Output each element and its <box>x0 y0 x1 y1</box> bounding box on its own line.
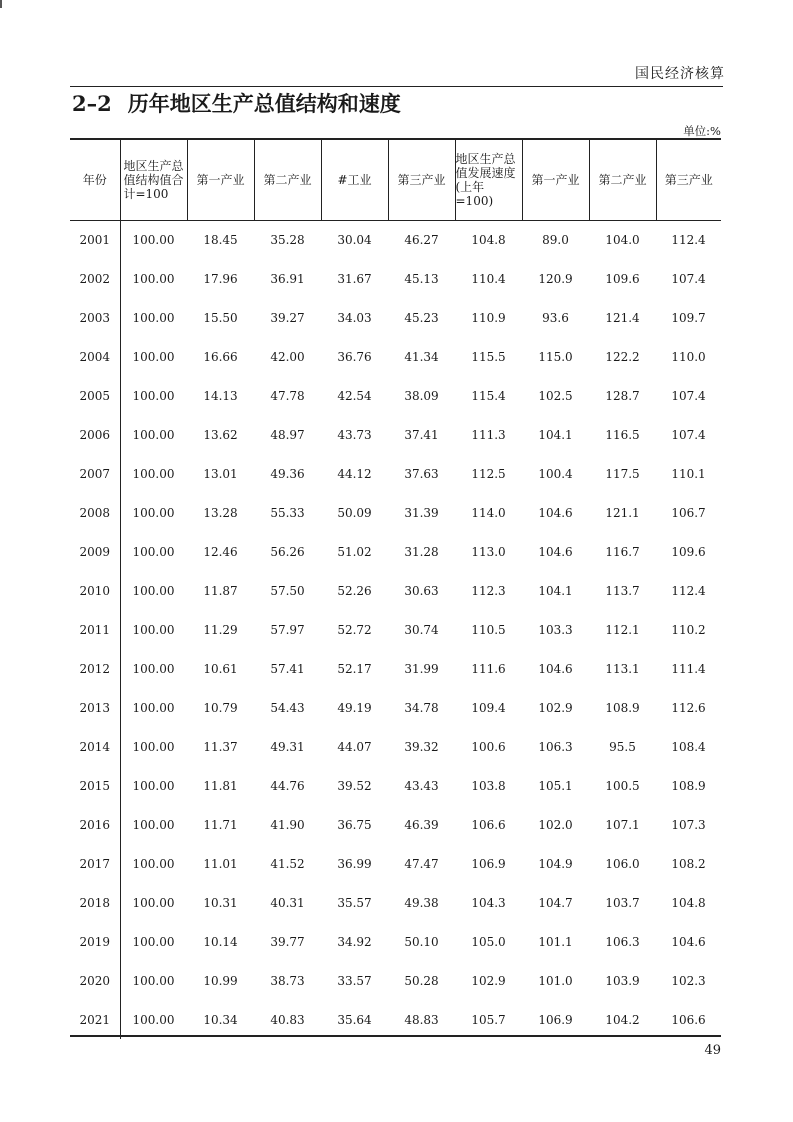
table-row <box>70 532 721 571</box>
value-cell: 13.62 <box>203 427 238 442</box>
table-body <box>70 220 721 1039</box>
value-cell: 46.39 <box>404 817 439 832</box>
value-cell: 46.27 <box>404 232 439 247</box>
value-cell: 108.9 <box>671 778 706 793</box>
value-cell: 105.1 <box>538 778 573 793</box>
value-cell: 107.3 <box>671 817 706 832</box>
year-cell: 2004 <box>70 337 120 376</box>
year-cell: 2014 <box>70 727 120 766</box>
value-cell: 106.3 <box>605 934 640 949</box>
value-cell: 100.00 <box>132 895 175 910</box>
value-cell: 116.7 <box>605 544 640 559</box>
value-cell: 108.2 <box>671 856 706 871</box>
gdp-structure-table <box>70 138 721 1039</box>
value-cell: 100.00 <box>132 661 175 676</box>
value-cell: 55.33 <box>270 505 305 520</box>
year-cell: 2002 <box>70 259 120 298</box>
value-cell: 33.57 <box>337 973 372 988</box>
value-cell: 10.34 <box>203 1012 238 1027</box>
value-cell: 42.00 <box>270 349 305 364</box>
value-cell: 108.4 <box>671 739 706 754</box>
year-cell: 2020 <box>70 961 120 1000</box>
column-header-1: 地区生产总 值结构值合 计=100 <box>120 139 187 220</box>
year-cell: 2017 <box>70 844 120 883</box>
value-cell: 100.00 <box>132 583 175 598</box>
value-cell: 39.77 <box>270 934 305 949</box>
year-cell: 2001 <box>70 220 120 259</box>
value-cell: 56.26 <box>270 544 305 559</box>
year-cell: 2003 <box>70 298 120 337</box>
table-header <box>70 139 721 220</box>
value-cell: 11.81 <box>203 778 238 793</box>
table-bottom-rule <box>70 1035 721 1037</box>
value-cell: 42.54 <box>337 388 372 403</box>
value-cell: 104.6 <box>538 544 573 559</box>
value-cell: 100.00 <box>132 544 175 559</box>
value-cell: 11.71 <box>203 817 238 832</box>
value-cell: 102.9 <box>471 973 506 988</box>
value-cell: 57.41 <box>270 661 305 676</box>
value-cell: 104.0 <box>605 232 640 247</box>
value-cell: 52.26 <box>337 583 372 598</box>
value-cell: 104.6 <box>538 661 573 676</box>
value-cell: 37.41 <box>404 427 439 442</box>
value-cell: 100.00 <box>132 271 175 286</box>
value-cell: 109.4 <box>471 700 506 715</box>
header-row <box>70 139 721 220</box>
column-header-6: 地区生产总 值发展速度 (上年=100) <box>455 139 522 220</box>
value-cell: 105.7 <box>471 1012 506 1027</box>
value-cell: 114.0 <box>471 505 506 520</box>
value-cell: 106.9 <box>538 1012 573 1027</box>
value-cell: 51.02 <box>337 544 372 559</box>
value-cell: 100.00 <box>132 739 175 754</box>
table-row <box>70 688 721 727</box>
value-cell: 121.1 <box>605 505 640 520</box>
year-cell: 2013 <box>70 688 120 727</box>
value-cell: 106.6 <box>471 817 506 832</box>
value-cell: 122.2 <box>605 349 640 364</box>
value-cell: 41.90 <box>270 817 305 832</box>
table-row <box>70 805 721 844</box>
value-cell: 107.4 <box>671 271 706 286</box>
table-row <box>70 337 721 376</box>
table-row <box>70 454 721 493</box>
year-cell: 2019 <box>70 922 120 961</box>
value-cell: 100.00 <box>132 232 175 247</box>
value-cell: 43.73 <box>337 427 372 442</box>
table-row <box>70 766 721 805</box>
value-cell: 100.00 <box>132 310 175 325</box>
value-cell: 102.9 <box>538 700 573 715</box>
value-cell: 31.39 <box>404 505 439 520</box>
table-row <box>70 259 721 298</box>
value-cell: 121.4 <box>605 310 640 325</box>
column-header-8: 第二产业 <box>589 139 656 220</box>
year-cell: 2021 <box>70 1000 120 1039</box>
value-cell: 12.46 <box>203 544 238 559</box>
value-cell: 112.4 <box>671 232 706 247</box>
value-cell: 104.3 <box>471 895 506 910</box>
table-row <box>70 1000 721 1039</box>
value-cell: 107.4 <box>671 388 706 403</box>
column-header-4: #工业 <box>321 139 388 220</box>
value-cell: 115.0 <box>538 349 573 364</box>
value-cell: 49.31 <box>270 739 305 754</box>
unit-label: 单位:% <box>683 124 721 138</box>
value-cell: 31.28 <box>404 544 439 559</box>
value-cell: 104.7 <box>538 895 573 910</box>
value-cell: 103.8 <box>471 778 506 793</box>
running-head: 国民经济核算 <box>635 66 725 82</box>
value-cell: 107.4 <box>671 427 706 442</box>
value-cell: 49.19 <box>337 700 372 715</box>
value-cell: 57.97 <box>270 622 305 637</box>
value-cell: 36.99 <box>337 856 372 871</box>
year-cell: 2012 <box>70 649 120 688</box>
value-cell: 34.03 <box>337 310 372 325</box>
value-cell: 106.3 <box>538 739 573 754</box>
value-cell: 34.92 <box>337 934 372 949</box>
table-row <box>70 298 721 337</box>
table-row <box>70 220 721 259</box>
value-cell: 49.38 <box>404 895 439 910</box>
table-row <box>70 649 721 688</box>
value-cell: 47.78 <box>270 388 305 403</box>
value-cell: 110.1 <box>671 466 706 481</box>
value-cell: 105.0 <box>471 934 506 949</box>
column-header-3: 第二产业 <box>254 139 321 220</box>
value-cell: 57.50 <box>270 583 305 598</box>
value-cell: 101.0 <box>538 973 573 988</box>
value-cell: 100.00 <box>132 466 175 481</box>
value-cell: 10.14 <box>203 934 238 949</box>
value-cell: 112.5 <box>471 466 506 481</box>
value-cell: 14.13 <box>203 388 238 403</box>
page-number: 49 <box>704 1043 721 1058</box>
value-cell: 110.2 <box>671 622 706 637</box>
column-header-2: 第一产业 <box>187 139 254 220</box>
value-cell: 100.00 <box>132 700 175 715</box>
value-cell: 115.5 <box>471 349 506 364</box>
value-cell: 109.7 <box>671 310 706 325</box>
value-cell: 112.3 <box>471 583 506 598</box>
column-header-7: 第一产业 <box>522 139 589 220</box>
year-cell: 2006 <box>70 415 120 454</box>
value-cell: 102.3 <box>671 973 706 988</box>
value-cell: 100.00 <box>132 427 175 442</box>
value-cell: 102.0 <box>538 817 573 832</box>
table-title-text: 历年地区生产总值结构和速度 <box>127 91 401 116</box>
value-cell: 110.5 <box>471 622 506 637</box>
value-cell: 100.00 <box>132 934 175 949</box>
column-header-9: 第三产业 <box>656 139 721 220</box>
value-cell: 102.5 <box>538 388 573 403</box>
value-cell: 36.91 <box>270 271 305 286</box>
value-cell: 30.04 <box>337 232 372 247</box>
value-cell: 16.66 <box>203 349 238 364</box>
year-cell: 2010 <box>70 571 120 610</box>
value-cell: 39.52 <box>337 778 372 793</box>
year-cell: 2007 <box>70 454 120 493</box>
value-cell: 41.34 <box>404 349 439 364</box>
value-cell: 112.6 <box>671 700 706 715</box>
value-cell: 100.00 <box>132 856 175 871</box>
value-cell: 39.32 <box>404 739 439 754</box>
value-cell: 93.6 <box>542 310 569 325</box>
value-cell: 45.13 <box>404 271 439 286</box>
value-cell: 40.31 <box>270 895 305 910</box>
value-cell: 101.1 <box>538 934 573 949</box>
value-cell: 35.57 <box>337 895 372 910</box>
value-cell: 115.4 <box>471 388 506 403</box>
year-cell: 2009 <box>70 532 120 571</box>
value-cell: 36.75 <box>337 817 372 832</box>
value-cell: 103.3 <box>538 622 573 637</box>
value-cell: 110.9 <box>471 310 506 325</box>
value-cell: 35.28 <box>270 232 305 247</box>
value-cell: 52.17 <box>337 661 372 676</box>
value-cell: 100.00 <box>132 505 175 520</box>
value-cell: 44.07 <box>337 739 372 754</box>
value-cell: 30.74 <box>404 622 439 637</box>
value-cell: 34.78 <box>404 700 439 715</box>
value-cell: 13.28 <box>203 505 238 520</box>
value-cell: 104.2 <box>605 1012 640 1027</box>
year-cell: 2016 <box>70 805 120 844</box>
value-cell: 15.50 <box>203 310 238 325</box>
value-cell: 50.10 <box>404 934 439 949</box>
value-cell: 10.61 <box>203 661 238 676</box>
table-row <box>70 727 721 766</box>
table-row <box>70 571 721 610</box>
value-cell: 41.52 <box>270 856 305 871</box>
value-cell: 44.12 <box>337 466 372 481</box>
table-row <box>70 883 721 922</box>
value-cell: 108.9 <box>605 700 640 715</box>
year-cell: 2011 <box>70 610 120 649</box>
value-cell: 109.6 <box>671 544 706 559</box>
value-cell: 111.4 <box>671 661 706 676</box>
year-cell: 2005 <box>70 376 120 415</box>
year-cell: 2018 <box>70 883 120 922</box>
value-cell: 113.0 <box>471 544 506 559</box>
value-cell: 106.9 <box>471 856 506 871</box>
value-cell: 10.31 <box>203 895 238 910</box>
value-cell: 31.99 <box>404 661 439 676</box>
value-cell: 100.00 <box>132 622 175 637</box>
value-cell: 100.00 <box>132 388 175 403</box>
table-row <box>70 922 721 961</box>
table-number: 2–2 <box>72 91 112 116</box>
value-cell: 104.8 <box>471 232 506 247</box>
page-edge-mark <box>0 0 2 8</box>
value-cell: 104.6 <box>671 934 706 949</box>
value-cell: 112.1 <box>605 622 640 637</box>
value-cell: 44.76 <box>270 778 305 793</box>
value-cell: 45.23 <box>404 310 439 325</box>
value-cell: 48.83 <box>404 1012 439 1027</box>
value-cell: 17.96 <box>203 271 238 286</box>
value-cell: 100.00 <box>132 973 175 988</box>
table-row <box>70 610 721 649</box>
value-cell: 110.0 <box>671 349 706 364</box>
value-cell: 43.43 <box>404 778 439 793</box>
value-cell: 49.36 <box>270 466 305 481</box>
value-cell: 50.09 <box>337 505 372 520</box>
year-cell: 2015 <box>70 766 120 805</box>
value-cell: 112.4 <box>671 583 706 598</box>
value-cell: 100.00 <box>132 1012 175 1027</box>
value-cell: 100.00 <box>132 817 175 832</box>
value-cell: 38.73 <box>270 973 305 988</box>
value-cell: 100.4 <box>538 466 573 481</box>
value-cell: 109.6 <box>605 271 640 286</box>
value-cell: 31.67 <box>337 271 372 286</box>
value-cell: 100.5 <box>605 778 640 793</box>
value-cell: 47.47 <box>404 856 439 871</box>
value-cell: 10.79 <box>203 700 238 715</box>
value-cell: 104.9 <box>538 856 573 871</box>
value-cell: 11.01 <box>203 856 238 871</box>
value-cell: 107.1 <box>605 817 640 832</box>
table-title <box>72 88 401 118</box>
value-cell: 120.9 <box>538 271 573 286</box>
value-cell: 100.6 <box>471 739 506 754</box>
column-header-0: 年份 <box>70 139 120 220</box>
value-cell: 104.8 <box>671 895 706 910</box>
value-cell: 13.01 <box>203 466 238 481</box>
value-cell: 37.63 <box>404 466 439 481</box>
header-rule <box>70 86 723 87</box>
value-cell: 103.7 <box>605 895 640 910</box>
value-cell: 95.5 <box>609 739 636 754</box>
value-cell: 10.99 <box>203 973 238 988</box>
value-cell: 100.00 <box>132 778 175 793</box>
value-cell: 117.5 <box>605 466 640 481</box>
value-cell: 100.00 <box>132 349 175 364</box>
value-cell: 38.09 <box>404 388 439 403</box>
table-row <box>70 961 721 1000</box>
value-cell: 48.97 <box>270 427 305 442</box>
year-cell: 2008 <box>70 493 120 532</box>
value-cell: 106.0 <box>605 856 640 871</box>
value-cell: 106.6 <box>671 1012 706 1027</box>
value-cell: 113.1 <box>605 661 640 676</box>
value-cell: 39.27 <box>270 310 305 325</box>
value-cell: 54.43 <box>270 700 305 715</box>
table-row <box>70 844 721 883</box>
value-cell: 35.64 <box>337 1012 372 1027</box>
value-cell: 36.76 <box>337 349 372 364</box>
value-cell: 111.3 <box>471 427 506 442</box>
value-cell: 104.6 <box>538 505 573 520</box>
value-cell: 128.7 <box>605 388 640 403</box>
value-cell: 106.7 <box>671 505 706 520</box>
value-cell: 40.83 <box>270 1012 305 1027</box>
table-row <box>70 415 721 454</box>
value-cell: 116.5 <box>605 427 640 442</box>
value-cell: 103.9 <box>605 973 640 988</box>
value-cell: 89.0 <box>542 232 569 247</box>
table-row <box>70 376 721 415</box>
value-cell: 113.7 <box>605 583 640 598</box>
value-cell: 11.87 <box>203 583 238 598</box>
value-cell: 104.1 <box>538 427 573 442</box>
table-row <box>70 493 721 532</box>
value-cell: 110.4 <box>471 271 506 286</box>
value-cell: 18.45 <box>203 232 238 247</box>
column-header-5: 第三产业 <box>388 139 455 220</box>
value-cell: 111.6 <box>471 661 506 676</box>
value-cell: 52.72 <box>337 622 372 637</box>
value-cell: 11.37 <box>203 739 238 754</box>
value-cell: 30.63 <box>404 583 439 598</box>
value-cell: 104.1 <box>538 583 573 598</box>
value-cell: 50.28 <box>404 973 439 988</box>
value-cell: 11.29 <box>203 622 238 637</box>
